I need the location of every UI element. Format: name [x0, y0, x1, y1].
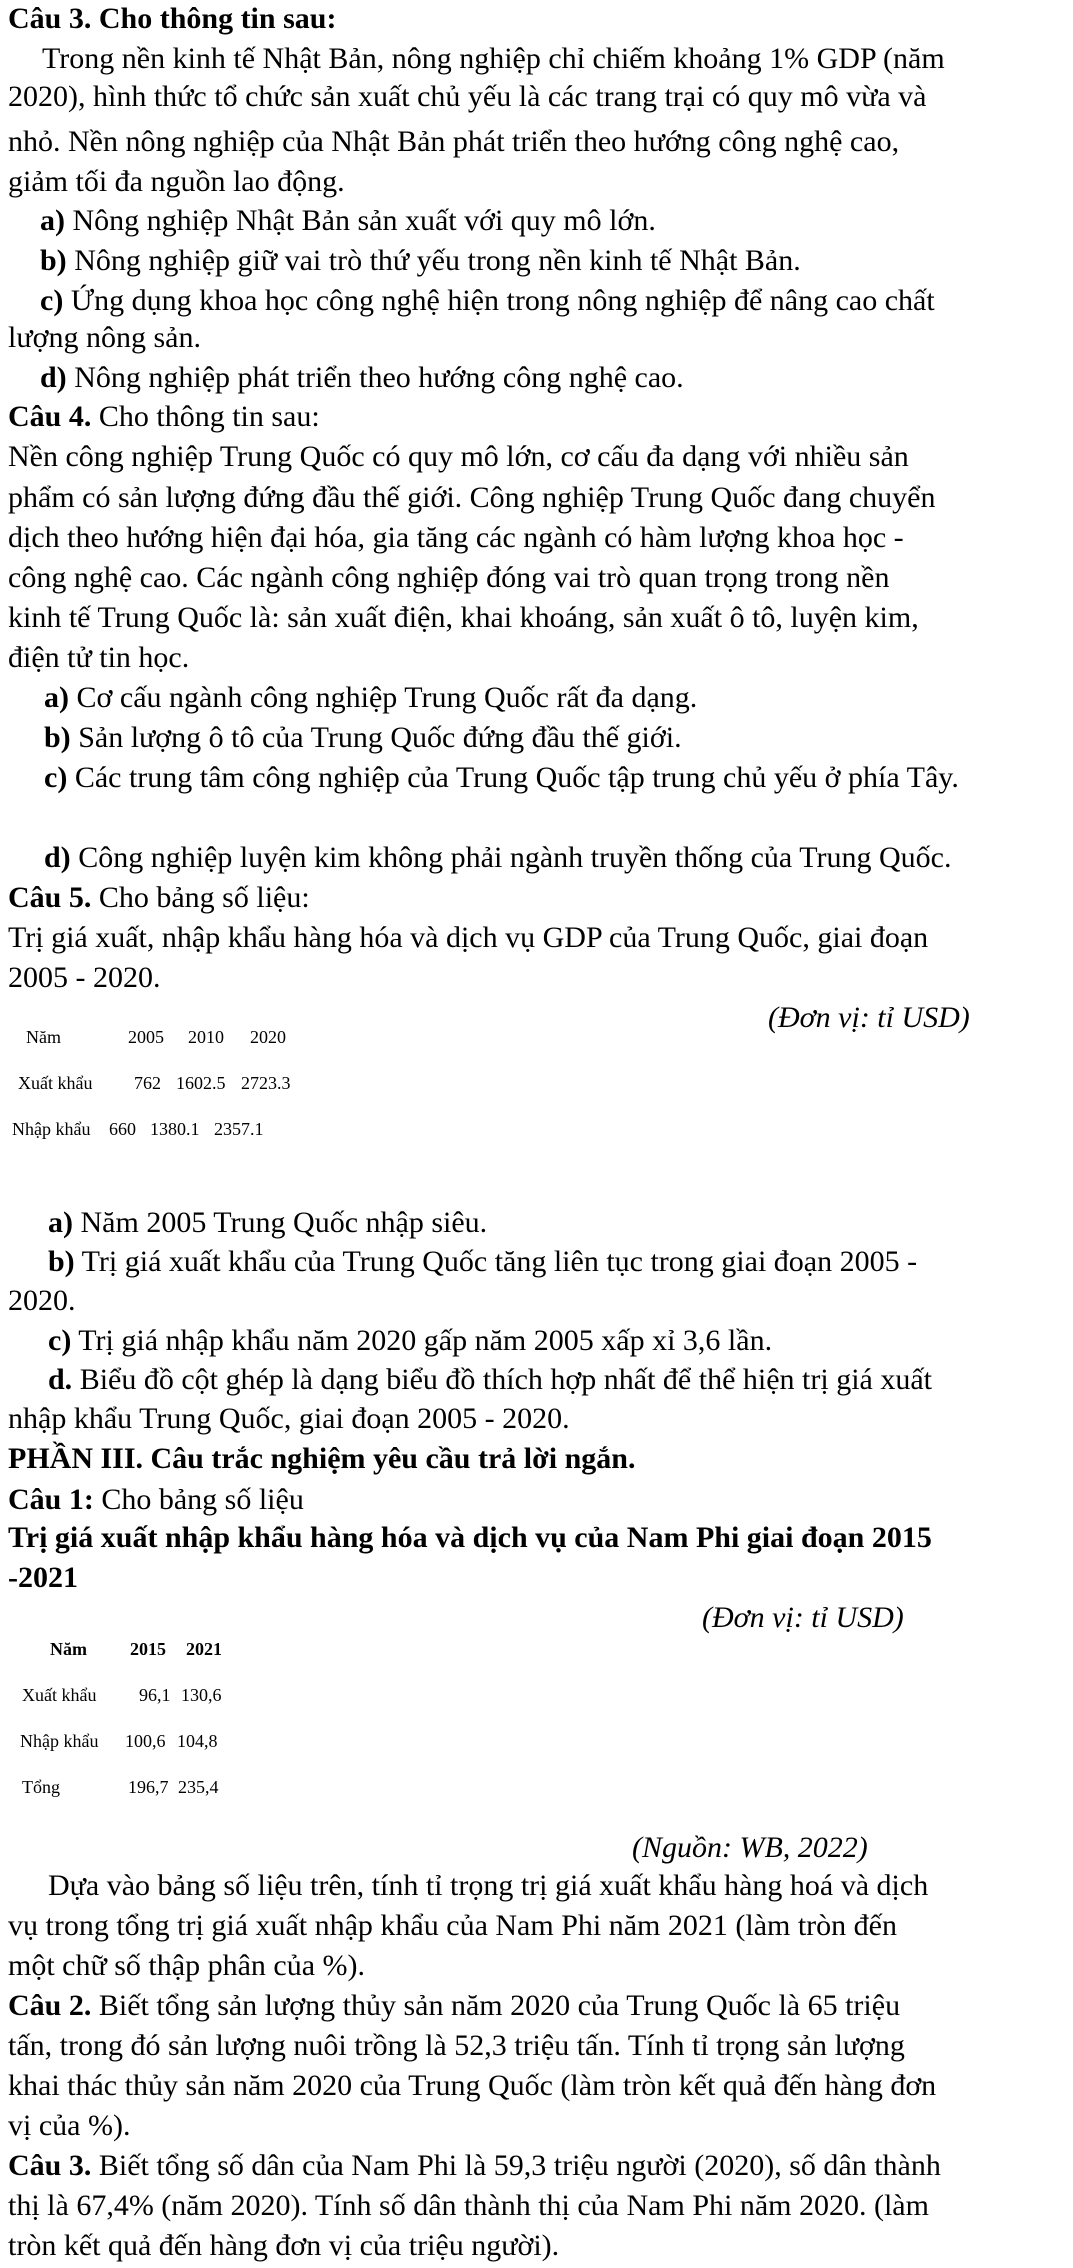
q5-table-header [0, 1026, 1073, 1048]
p3q1-table-cell: 96,1 [139, 1685, 171, 1705]
q5-option-b-label: b) [48, 1245, 75, 1278]
q3-option-d-label: d) [40, 361, 67, 394]
q5-label: Câu 5. [8, 881, 92, 914]
p3q1-table-row-label: Nhập khẩu [20, 1731, 99, 1751]
p3q1-table-year: 2015 [130, 1639, 166, 1659]
q4-label: Câu 4. [8, 400, 92, 433]
p3q1-para-line-2: vụ trong tổng trị giá xuất nhập khẩu của Nam Phi năm 2021 (làm tròn đến [8, 1909, 897, 1942]
p3q1-title-line-1: Trị giá xuất nhập khẩu hàng hóa và dịch vụ của Nam Phi giai đoạn 2015 [8, 1521, 932, 1554]
q3-option-a-label: a) [40, 204, 65, 237]
p3q2-line-4: vị của %). [8, 2109, 131, 2142]
q5-table-cell: 1380.1 [150, 1119, 200, 1139]
q4-option-b-text: Sản lượng ô tô của Trung Quốc đứng đầu thế giới. [70, 721, 682, 754]
q3-para-line-3: nhỏ. Nền nông nghiệp của Nhật Bản phát triển theo hướng công nghệ cao, [8, 125, 900, 158]
q5-unit: (Đơn vị: tỉ USD) [768, 1001, 970, 1034]
q4-option-b-label: b) [44, 721, 71, 754]
q3-heading-text: Cho thông tin sau: [91, 2, 337, 35]
q4-para-line-1: Nền công nghiệp Trung Quốc có quy mô lớn, cơ cấu đa dạng với nhiều sản [8, 440, 909, 473]
q5-option-c [48, 1323, 772, 1359]
q4-option-b [44, 720, 682, 756]
p3q3-line-1 [8, 2148, 941, 2184]
q5-option-d-label: d. [48, 1363, 73, 1396]
p3q3-label: Câu 3. [8, 2149, 92, 2182]
p3q1-table-row [0, 1730, 1073, 1752]
p3q1-title-line-2: -2021 [8, 1561, 78, 1594]
q3-option-c-text: Ứng dụng khoa học công nghệ hiện trong nông nghiệp để nâng cao chất [63, 284, 935, 317]
q5-option-d [48, 1362, 932, 1398]
q4-heading [8, 399, 320, 435]
q3-option-a-text: Nông nghiệp Nhật Bản sản xuất với quy mô lớn. [65, 204, 656, 237]
q5-option-b-text: Trị giá xuất khẩu của Trung Quốc tăng liên tục trong giai đoạn 2005 - [74, 1245, 918, 1278]
p3q2-line-1-text: Biết tổng sản lượng thủy sản năm 2020 của Trung Quốc là 65 triệu [91, 1989, 901, 2022]
p3q3-line-1-text: Biết tổng số dân của Nam Phi là 59,3 triệu người (2020), số dân thành [91, 2149, 941, 2182]
p3q1-table-cell: 100,6 [125, 1731, 166, 1751]
p3q2-label: Câu 2. [8, 1989, 92, 2022]
q4-option-d-label: d) [44, 841, 71, 874]
p3q2-line-3: khai thác thủy sản năm 2020 của Trung Quốc (làm tròn kết quả đến hàng đơn [8, 2069, 937, 2102]
q4-option-a-label: a) [44, 681, 69, 714]
q3-option-b-text: Nông nghiệp giữ vai trò thứ yếu trong nền kinh tế Nhật Bản. [66, 244, 801, 277]
p3q1-table-row-label: Tổng [22, 1777, 60, 1797]
q3-option-b-label: b) [40, 244, 67, 277]
q5-table-cell: 762 [134, 1073, 161, 1093]
q4-heading-text: Cho thông tin sau: [91, 400, 320, 433]
q3-para-line-4: giảm tối đa nguồn lao động. [8, 165, 345, 198]
q5-table-row [0, 1118, 1073, 1140]
q3-option-d-text: Nông nghiệp phát triển theo hướng công nghệ cao. [66, 361, 684, 394]
q5-option-a [48, 1205, 487, 1241]
q5-table-year: 2010 [188, 1027, 224, 1047]
q4-option-d-text: Công nghiệp luyện kim không phải ngành truyền thống của Trung Quốc. [70, 841, 952, 874]
q4-option-c [44, 760, 959, 796]
q3-option-c-label: c) [40, 284, 64, 317]
q4-para-line-3: dịch theo hướng hiện đại hóa, gia tăng các ngành có hàm lượng khoa học - [8, 521, 904, 554]
q5-table-cell: 660 [109, 1119, 136, 1139]
q5-table-year: 2020 [250, 1027, 286, 1047]
q5-table-year: 2005 [128, 1027, 164, 1047]
q5-option-a-label: a) [48, 1206, 73, 1239]
p3q1-table [0, 1638, 1073, 1798]
p3q1-table-cell: 196,7 [128, 1777, 169, 1797]
p3q2-line-1 [8, 1988, 900, 2024]
p3q1-table-header [0, 1638, 1073, 1660]
q4-para-line-2: phẩm có sản lượng đứng đầu thế giới. Công nghiệp Trung Quốc đang chuyển [8, 481, 936, 514]
q3-option-d [40, 360, 684, 396]
p3q1-unit: (Đơn vị: tỉ USD) [702, 1601, 904, 1634]
p3q3-line-3: tròn kết quả đến hàng đơn vị của triệu người). [8, 2229, 560, 2262]
q4-option-c-label: c) [44, 761, 68, 794]
q5-option-c-text: Trị giá nhập khẩu năm 2020 gấp năm 2005 xấp xỉ 3,6 lần. [71, 1324, 773, 1357]
q4-option-d [44, 840, 951, 876]
q5-table-header-label: Năm [26, 1027, 61, 1047]
q3-option-a [40, 203, 656, 239]
q4-option-a-text: Cơ cấu ngành công nghiệp Trung Quốc rất đa dạng. [69, 681, 698, 714]
q5-table-row-label: Xuất khẩu [18, 1073, 93, 1093]
q5-table [0, 1026, 1073, 1156]
q4-para-line-6: điện tử tin học. [8, 641, 190, 674]
q3-option-c-cont: lượng nông sản. [8, 321, 201, 354]
q4-option-a [44, 680, 697, 716]
p3q1-source: (Nguồn: WB, 2022) [632, 1831, 868, 1864]
p3q1-para-line-3: một chữ số thập phân của %). [8, 1949, 365, 1982]
q5-heading [8, 880, 310, 916]
q5-option-a-text: Năm 2005 Trung Quốc nhập siêu. [73, 1206, 488, 1239]
q3-para-line-1: Trong nền kinh tế Nhật Bản, nông nghiệp chỉ chiếm khoảng 1% GDP (năm [42, 42, 945, 75]
p3q1-table-cell: 130,6 [181, 1685, 222, 1705]
q3-option-b [40, 243, 801, 279]
p3q1-table-row-label: Xuất khẩu [22, 1685, 97, 1705]
q5-intro-line-2: 2005 - 2020. [8, 961, 161, 994]
q5-intro-line-1: Trị giá xuất, nhập khẩu hàng hóa và dịch vụ GDP của Trung Quốc, giai đoạn [8, 921, 929, 954]
p3q1-table-row [0, 1684, 1073, 1706]
p3q1-heading [8, 1482, 304, 1518]
q5-option-b-cont: 2020. [8, 1284, 76, 1317]
q5-table-row-label: Nhập khẩu [12, 1119, 91, 1139]
p3q1-table-header-label: Năm [50, 1639, 87, 1659]
p3q2-line-2: tấn, trong đó sản lượng nuôi trồng là 52,3 triệu tấn. Tính tỉ trọng sản lượng [8, 2029, 905, 2062]
q5-option-d-cont: nhập khẩu Trung Quốc, giai đoạn 2005 - 2020. [8, 1402, 570, 1435]
p3q1-table-cell: 104,8 [177, 1731, 218, 1751]
q5-option-b [48, 1244, 917, 1280]
q4-option-c-text: Các trung tâm công nghiệp của Trung Quốc tập trung chủ yếu ở phía Tây. [67, 761, 959, 794]
q5-table-cell: 1602.5 [176, 1073, 226, 1093]
q4-para-line-5: kinh tế Trung Quốc là: sản xuất điện, khai khoáng, sản xuất ô tô, luyện kim, [8, 601, 919, 634]
q3-label: Câu 3. [8, 2, 92, 35]
p3q1-table-cell: 235,4 [178, 1777, 219, 1797]
q4-para-line-4: công nghệ cao. Các ngành công nghiệp đóng vai trò quan trọng trong nền [8, 561, 890, 594]
q5-option-d-text: Biểu đồ cột ghép là dạng biểu đồ thích hợp nhất để thể hiện trị giá xuất [72, 1363, 933, 1396]
p3q1-table-row [0, 1776, 1073, 1798]
q5-heading-text: Cho bảng số liệu: [91, 881, 310, 914]
part3-heading: PHẦN III. Câu trắc nghiệm yêu cầu trả lời ngắn. [8, 1442, 636, 1475]
p3q3-line-2: thị là 67,4% (năm 2020). Tính số dân thành thị của Nam Phi năm 2020. (làm [8, 2189, 929, 2222]
q3-para-line-2: 2020), hình thức tổ chức sản xuất chủ yếu là các trang trại có quy mô vừa và [8, 80, 927, 113]
q5-table-cell: 2357.1 [214, 1119, 264, 1139]
p3q1-heading-text: Cho bảng số liệu [93, 1483, 304, 1516]
q5-table-cell: 2723.3 [241, 1073, 291, 1093]
q3-heading [8, 1, 336, 37]
p3q1-para-line-1: Dựa vào bảng số liệu trên, tính tỉ trọng trị giá xuất khẩu hàng hoá và dịch [48, 1869, 929, 1902]
p3q1-label: Câu 1: [8, 1483, 94, 1516]
p3q1-table-year: 2021 [186, 1639, 222, 1659]
q5-option-c-label: c) [48, 1324, 72, 1357]
q5-table-row [0, 1072, 1073, 1094]
q3-option-c [40, 283, 935, 319]
